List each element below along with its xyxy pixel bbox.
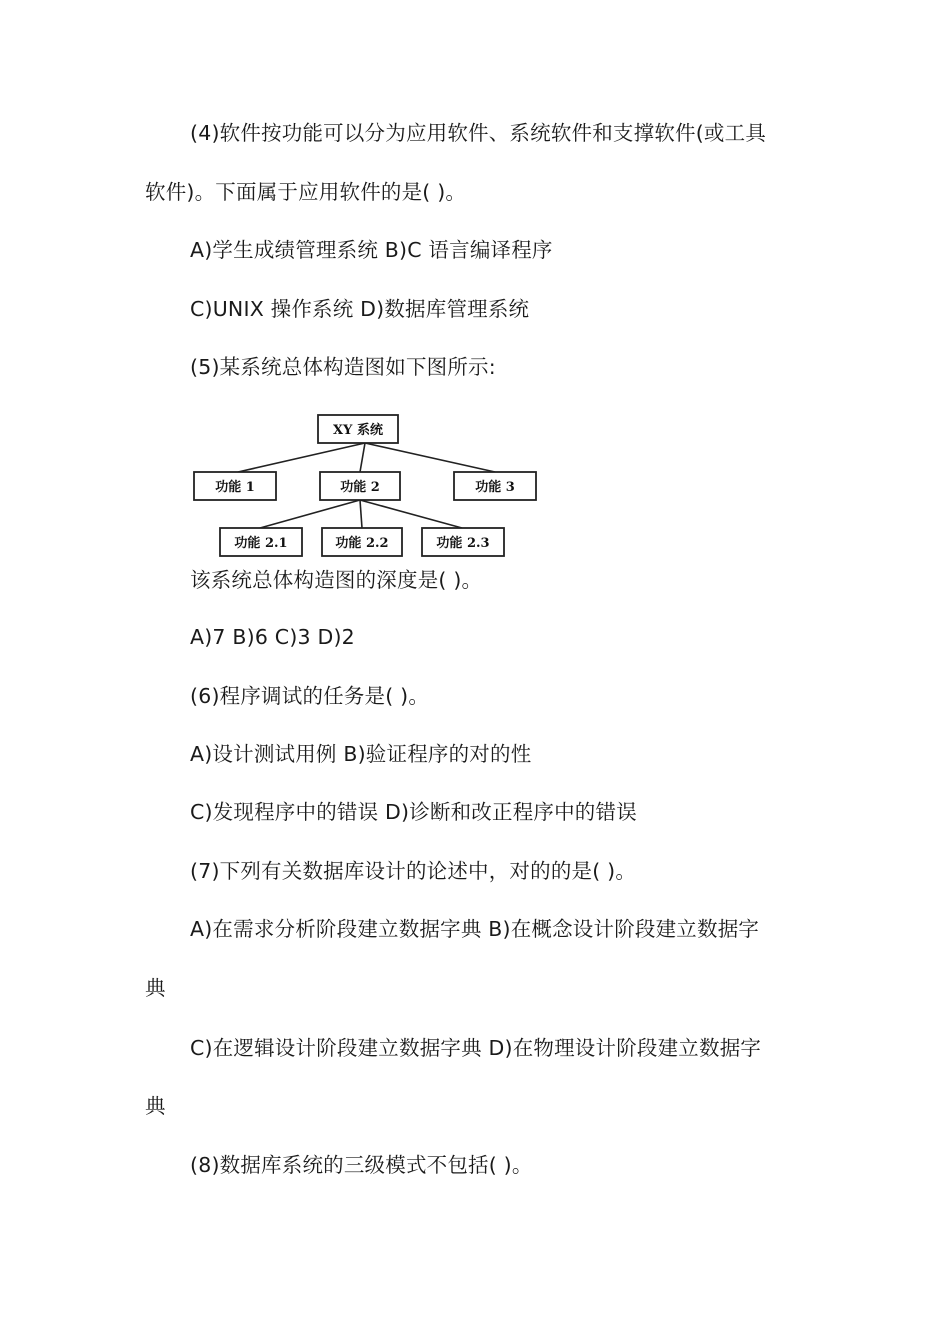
system-structure-diagram xyxy=(190,410,540,560)
question-5-stem: (5)某系统总体构造图如下图所示: xyxy=(190,355,496,379)
edge-func2-func22 xyxy=(360,500,362,528)
node-func23 xyxy=(422,528,504,556)
question-4-stem-line2: 软件)。下面属于应用软件的是( )。 xyxy=(145,180,467,204)
node-func3-label: 功能 3 xyxy=(475,480,515,495)
question-5-ask: 该系统总体构造图的深度是( )。 xyxy=(190,568,483,592)
question-8-stem: (8)数据库系统的三级模式不包括( )。 xyxy=(190,1153,533,1177)
question-7-stem: (7)下列有关数据库设计的论述中，对的的是( )。 xyxy=(190,859,637,883)
node-func1-label: 功能 1 xyxy=(215,480,255,495)
node-func3 xyxy=(454,472,536,500)
question-5-options: A)7 B)6 C)3 D)2 xyxy=(190,625,355,649)
question-7-options-ab-wrap: 典 xyxy=(145,976,166,1000)
node-func1 xyxy=(194,472,276,500)
question-6-options-ab: A)设计测试用例 B)验证程序的对的性 xyxy=(190,742,532,766)
node-func22-label: 功能 2.2 xyxy=(335,536,389,551)
edge-func2-func21 xyxy=(260,500,360,528)
edge-root-func1 xyxy=(238,443,365,472)
question-7-options-cd-wrap: 典 xyxy=(145,1094,166,1118)
question-6-options-cd: C)发现程序中的错误 D)诊断和改正程序中的错误 xyxy=(190,800,637,824)
structure-chart-svg xyxy=(190,410,540,560)
node-root-label: XY 系统 xyxy=(333,423,383,438)
edge-func2-func23 xyxy=(360,500,462,528)
question-4-stem-line1: (4)软件按功能可以分为应用软件、系统软件和支撑软件(或工具 xyxy=(190,121,767,145)
edge-root-func2 xyxy=(360,443,365,472)
question-7-options-ab: A)在需求分析阶段建立数据字典 B)在概念设计阶段建立数据字 xyxy=(190,917,760,941)
node-func23-label: 功能 2.3 xyxy=(436,536,490,551)
node-func2 xyxy=(320,472,400,500)
node-root xyxy=(318,415,398,443)
question-7-options-cd: C)在逻辑设计阶段建立数据字典 D)在物理设计阶段建立数据字 xyxy=(190,1036,762,1060)
edge-root-func3 xyxy=(365,443,495,472)
node-func21 xyxy=(220,528,302,556)
question-6-stem: (6)程序调试的任务是( )。 xyxy=(190,684,430,708)
node-func2-label: 功能 2 xyxy=(340,480,380,495)
node-func22 xyxy=(322,528,402,556)
question-4-options-cd: C)UNIX 操作系统 D)数据库管理系统 xyxy=(190,297,530,321)
question-4-options-ab: A)学生成绩管理系统 B)C 语言编译程序 xyxy=(190,238,553,262)
node-func21-label: 功能 2.1 xyxy=(234,536,288,551)
